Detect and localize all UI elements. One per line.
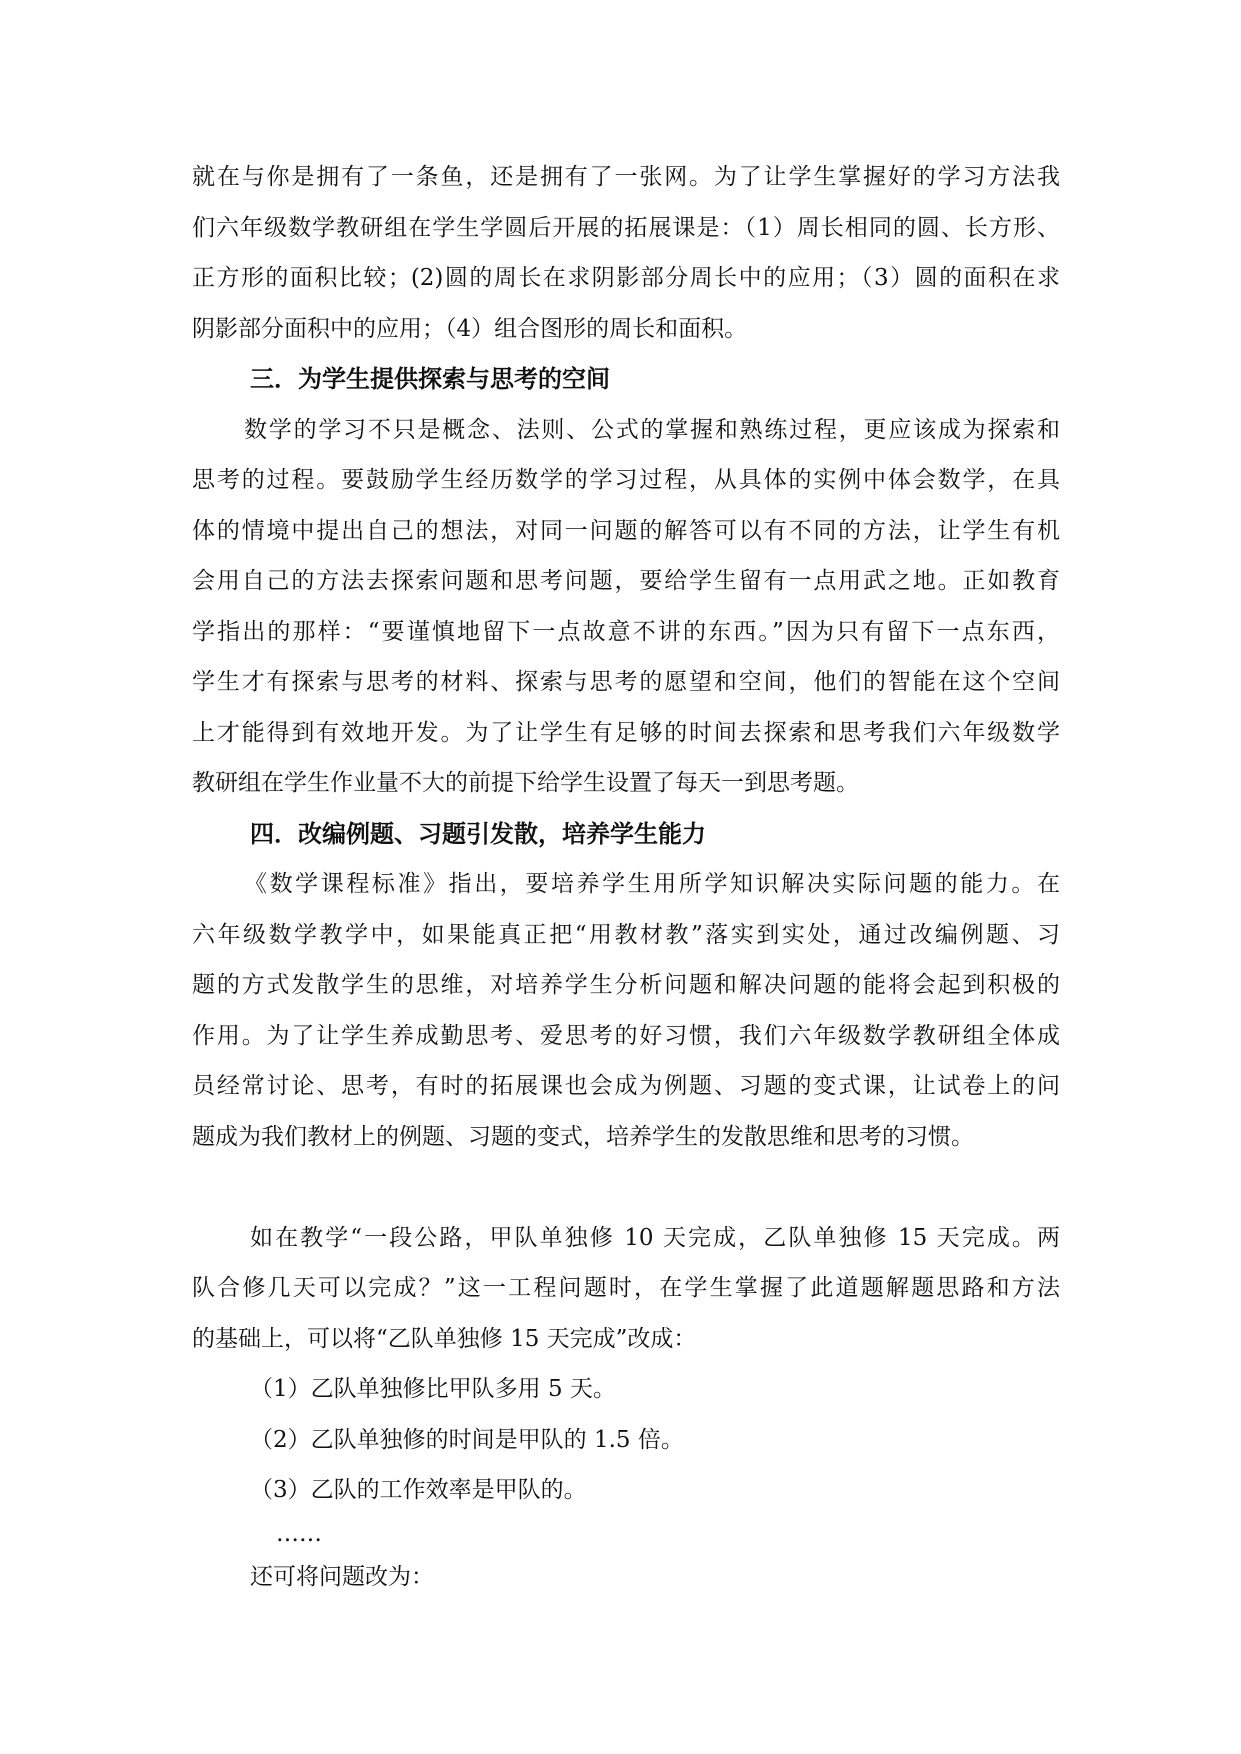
- text-line: 就在与你是拥有了一条鱼，还是拥有了一张网。为了让学生掌握好的学习方法我: [192, 164, 1060, 190]
- paragraph-example-problem: [192, 1213, 1060, 1365]
- text-line: 学指出的那样：“要谨慎地留下一点故意不讲的东西。”因为只有留下一点东西，: [192, 618, 1060, 645]
- text-line: 上才能得到有效地开发。为了让学生有足够的时间去探索和思考我们六年级数学: [192, 719, 1060, 746]
- text-line: 题的方式发散学生的思维，对培养学生分析问题和解决问题的能将会起到积极的: [192, 972, 1060, 998]
- text-line: 作用。为了让学生养成勤思考、爱思考的好习惯，我们六年级数学教研组全体成: [192, 1022, 1060, 1049]
- section-heading-4: 四．改编例题、习题引发散，培养学生能力: [250, 818, 706, 848]
- paragraph-curriculum-standard: [192, 859, 1060, 1162]
- blank-line: [192, 1162, 1060, 1213]
- ellipsis: ……: [276, 1520, 322, 1547]
- text-line: 教研组在学生作业量不大的前提下给学生设置了每天一到思考题。: [192, 770, 859, 796]
- text-line: 思考的过程。要鼓励学生经历数学的学习过程，从具体的实例中体会数学，在具: [192, 467, 1060, 493]
- paragraph-exploration-space: [192, 405, 1060, 809]
- text-line: 体的情境中提出自己的想法，对同一问题的解答可以有不同的方法，让学生有机: [192, 517, 1060, 544]
- text-line: 的基础上，可以将“乙队单独修 15 天完成”改成：: [192, 1325, 697, 1352]
- text-line: 队合修几天可以完成？”这一工程问题时，在学生掌握了此道题解题思路和方法: [192, 1275, 1060, 1301]
- text-line: 如在教学“一段公路，甲队单独修 10 天完成，乙队单独修 15 天完成。两: [250, 1224, 1060, 1251]
- text-line: 正方形的面积比较；(2)圆的周长在求阴影部分周长中的应用；（3）圆的面积在求: [192, 265, 1060, 291]
- text-line: 员经常讨论、思考，有时的拓展课也会成为例题、习题的变式课，让试卷上的问: [192, 1073, 1060, 1099]
- text-line: 会用自己的方法去探索问题和思考问题，要给学生留有一点用武之地。正如教育: [192, 568, 1060, 594]
- text-line: 六年级数学教学中，如果能真正把“用教材教”落实到实处，通过改编例题、习: [192, 921, 1060, 948]
- list-item: （2）乙队单独修的时间是甲队的 1.5 倍。: [250, 1426, 684, 1453]
- text-line: 阴影部分面积中的应用；（4）组合图形的周长和面积。: [192, 315, 748, 342]
- list-item: （3）乙队的工作效率是甲队的。: [250, 1477, 587, 1503]
- text-line: 们六年级数学教研组在学生学圆后开展的拓展课是：（1）周长相同的圆、长方形、: [192, 214, 1060, 241]
- paragraph-extension-courses: [192, 152, 1060, 354]
- closing-line: 还可将问题改为：: [250, 1563, 434, 1590]
- text-line: 数学的学习不只是概念、法则、公式的掌握和熟练过程，更应该成为探索和: [244, 416, 1060, 443]
- section-heading-3: 三．为学生提供探索与思考的空间: [250, 364, 610, 393]
- list-item: （1）乙队单独修比甲队多用 5 天。: [250, 1376, 616, 1402]
- text-line: 《数学课程标准》指出，要培养学生用所学知识解决实际问题的能力。在: [244, 871, 1060, 897]
- variant-list: [192, 1364, 1060, 1516]
- text-line: 学生才有探索与思考的材料、探索与思考的愿望和空间，他们的智能在这个空间: [192, 669, 1060, 695]
- document-page: [192, 152, 1060, 1602]
- text-line: 题成为我们教材上的例题、习题的变式，培养学生的发散思维和思考的习惯。: [192, 1123, 974, 1150]
